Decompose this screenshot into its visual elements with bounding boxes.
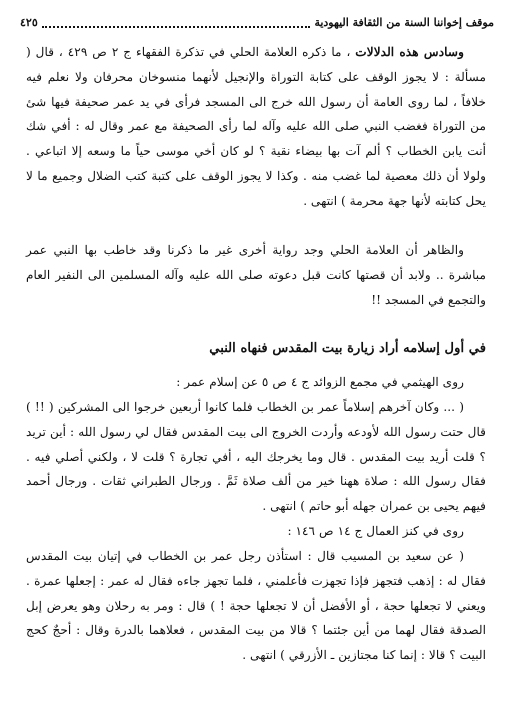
paragraph-kanz-narration	[26, 544, 486, 668]
paragraph-text: والظاهر أن العلامة الحلي وجد رواية أخرى غير ما ذكرنا وقد خاطب بها النبي عمر مباشرة .. ولابد أن قصتها كانت قبل دعوته صلى الله عليه وآله المسلمين الى النفير العام والتجمع في المسجد !!	[26, 243, 486, 307]
paragraph-lead: وسادس هذه الدلالات	[355, 45, 464, 59]
paragraph-text: ( عن سعيد بن المسيب قال : استأذن رجل عمر بن الخطاب في إتيان بيت المقدس فقال له : إذهب فتجهز فإذا تجهزت فأعلمني ، فلما تجهز جاءه فقال له عمر : إجعلها عمرة . ويعني لا تجعلها حجة ، أو الأفضل أن لا تجعلها حجة ! ) قال : ومر به رحلان وهو يعرض إبل الصدقة فقال لهما من أين جئتما ؟ قالا من بيت المقدس ، فعلاهما بالدرة وقال : أحجٌ كحج البيت ؟ قالا : إنما كنا مجتازين ـ الأزرقي ) انتهى .	[26, 549, 486, 663]
paragraph-sixth-evidence	[26, 40, 486, 214]
paragraph-allama-hilli	[26, 238, 486, 312]
paragraph-text: ( ... وكان آخرهم إسلاماً عمر بن الخطاب فلما كانوا أربعين خرجوا الى المشركين ( !! ) قال حتت رسول الله لأودعه وأردت الخروج الى بيت المقدس فقال لي رسول الله : أين تريد ؟ قلت أريد بيت المقدس . قال وما يخرجك اليه ، أفي تجارة ؟ قلت لا ، ولكني أصلي فيه . فقال رسول الله : صلاة ههنا خير من ألف صلاة ثَمَّ . ورجال الطبراني ثقات . ورجال أحمد فيهم يحيى بن عمران جهله أبو حاتم ) انتهى .	[26, 400, 486, 514]
paragraph-text: روى في كنز العمال ج ١٤ ص ١٤٦ :	[287, 524, 464, 538]
paragraph-haythami-intro	[26, 370, 486, 395]
paragraph-text: روى الهيثمي في مجمع الزوائد ج ٤ ص ٥ عن إسلام عمر :	[176, 375, 464, 389]
running-header	[20, 12, 494, 32]
paragraph-kanz-intro	[26, 519, 486, 544]
header-title: موقف إخواننا السنة من الثقافة اليهودية	[314, 15, 494, 29]
header-dot-leader	[42, 16, 311, 28]
page-number: ٤٢٥	[20, 15, 38, 29]
section-heading: في أول إسلامه أراد زيارة بيت المقدس فنهاه النبي	[209, 341, 486, 356]
paragraph-haythami-narration	[26, 395, 486, 519]
paragraph-text: ، ما ذكره العلامة الحلي في تذكرة الفقهاء ج ٢ ص ٤٢٩ ، قال ( مسألة : لا يجوز الوقف على كتابة التوراة والإنجيل لأنهما منسوخان محرفان ولا نعلم فيه خلافاً ، لما روى العامة أن رسول الله خرج الى المسجد فرأى في يد عمر صحيفة فيها شئ من التوراة فغضب النبي صلى الله عليه وآله لما رأى الصحيفة مع عمر وقال له : أفي شك أنت يابن الخطاب ؟ ألم آت بها بيضاء نقية ؟ لو كان أخي موسى حياً ما وسعه إلا اتباعي . ولولا أن ذلك معصية لما غضب منه . وكذا لا يجوز الوقف على كتبة كتب الضلال وجميع ما لا يحل كتابته لأنها جهة محرمة ) انتهى .	[26, 45, 486, 208]
